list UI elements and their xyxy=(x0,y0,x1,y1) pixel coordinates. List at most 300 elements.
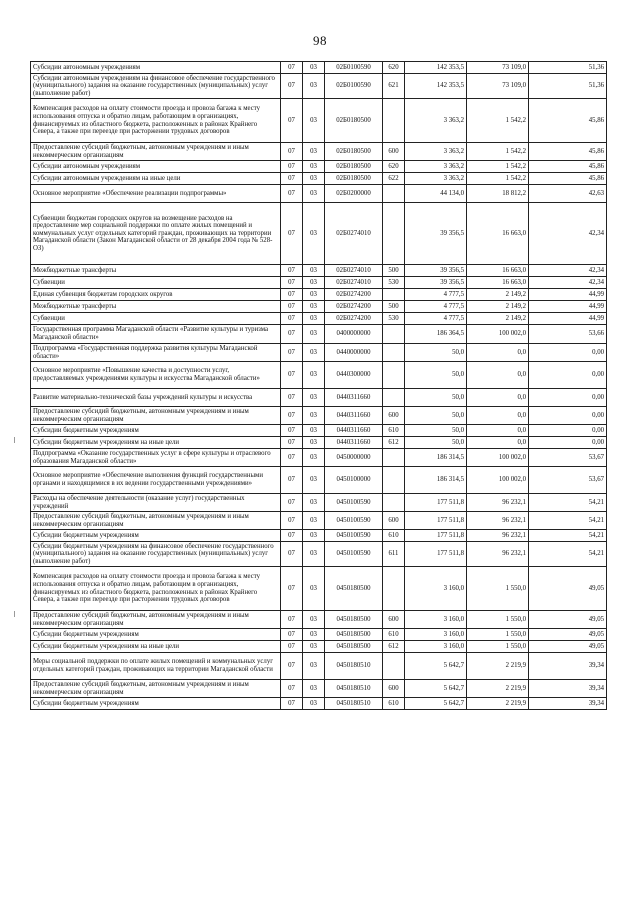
csr-cell: 0450180500 xyxy=(325,641,383,653)
percent-cell: 49,05 xyxy=(529,611,607,629)
table-row xyxy=(31,313,607,325)
podrazdel-cell: 03 xyxy=(303,698,325,710)
plan-cell: 5 642,7 xyxy=(405,680,467,698)
plan-cell: 50,0 xyxy=(405,344,467,362)
csr-cell: 0440311660 xyxy=(325,389,383,407)
row-name: Субсидии автономным учреждениям xyxy=(31,161,281,173)
plan-cell: 39 356,5 xyxy=(405,203,467,265)
row-name: Субсидии бюджетным учреждениям xyxy=(31,698,281,710)
plan-cell: 186 314,5 xyxy=(405,467,467,494)
percent-cell: 42,34 xyxy=(529,277,607,289)
plan-cell: 3 363,2 xyxy=(405,99,467,143)
fact-cell: 1 550,0 xyxy=(467,641,529,653)
percent-cell: 49,05 xyxy=(529,567,607,611)
percent-cell: 54,21 xyxy=(529,512,607,530)
podrazdel-cell: 03 xyxy=(303,325,325,344)
fact-cell: 100 002,0 xyxy=(467,325,529,344)
csr-cell: 02Б0274200 xyxy=(325,289,383,301)
vr-cell xyxy=(383,185,405,203)
csr-cell: 0440300000 xyxy=(325,362,383,389)
row-name: Субсидии бюджетным учреждениям на финансовое обеспечение государственного (муниципального) задания на оказание государственных (муниципальных) услуг (выполнение работ) xyxy=(31,542,281,567)
row-name: Предоставление субсидий бюджетным, автономным учреждениям и иным некоммерческим организациям xyxy=(31,611,281,629)
percent-cell: 0,00 xyxy=(529,425,607,437)
percent-cell: 39,34 xyxy=(529,653,607,680)
table-row xyxy=(31,277,607,289)
razdel-cell: 07 xyxy=(281,641,303,653)
vr-cell xyxy=(383,494,405,512)
fact-cell: 1 542,2 xyxy=(467,173,529,185)
fact-cell: 96 232,1 xyxy=(467,512,529,530)
percent-cell: 45,86 xyxy=(529,99,607,143)
razdel-cell: 07 xyxy=(281,467,303,494)
razdel-cell: 07 xyxy=(281,512,303,530)
table-row xyxy=(31,301,607,313)
podrazdel-cell: 03 xyxy=(303,653,325,680)
razdel-cell: 07 xyxy=(281,407,303,425)
table-row xyxy=(31,680,607,698)
percent-cell: 42,63 xyxy=(529,185,607,203)
row-name: Компенсация расходов на оплату стоимости проезда и провоза багажа к месту использования отпуска и обратно лицам, работающим в организациях, финансируемых из областного бюджета, расположенных в районах Крайнего Севера, а также при переезде при расторжении трудовых договоров xyxy=(31,99,281,143)
plan-cell: 50,0 xyxy=(405,425,467,437)
percent-cell: 54,21 xyxy=(529,494,607,512)
razdel-cell: 07 xyxy=(281,265,303,277)
csr-cell: 0440000000 xyxy=(325,344,383,362)
row-name: Расходы на обеспечение деятельности (оказание услуг) государственных учреждений xyxy=(31,494,281,512)
plan-cell: 44 134,0 xyxy=(405,185,467,203)
vr-cell: 600 xyxy=(383,407,405,425)
plan-cell: 5 642,7 xyxy=(405,698,467,710)
table-row xyxy=(31,611,607,629)
row-name: Субсидии бюджетным учреждениям на иные цели xyxy=(31,437,281,449)
csr-cell: 02Б0274010 xyxy=(325,277,383,289)
csr-cell: 02Б0274010 xyxy=(325,203,383,265)
razdel-cell: 07 xyxy=(281,389,303,407)
razdel-cell: 07 xyxy=(281,680,303,698)
csr-cell: 0450180510 xyxy=(325,680,383,698)
row-name: Предоставление субсидий бюджетным, автономным учреждениям и иным некоммерческим организациям xyxy=(31,512,281,530)
row-name: Субсидии автономным учреждениям на иные цели xyxy=(31,173,281,185)
row-name: Основное мероприятие «Обеспечение реализации подпрограммы» xyxy=(31,185,281,203)
podrazdel-cell: 03 xyxy=(303,265,325,277)
row-name: Межбюджетные трансферты xyxy=(31,301,281,313)
row-name: Подпрограмма «Государственная поддержка развития культуры Магаданской области» xyxy=(31,344,281,362)
podrazdel-cell: 03 xyxy=(303,425,325,437)
row-name: Субсидии автономным учреждениям xyxy=(31,62,281,74)
fact-cell: 0,0 xyxy=(467,437,529,449)
vr-cell xyxy=(383,389,405,407)
row-name: Субсидии бюджетным учреждениям xyxy=(31,425,281,437)
row-name: Субсидии автономным учреждениям на финансовое обеспечение государственного (муниципального) задания на оказание государственных (муниципальных) услуг (выполнение работ) xyxy=(31,74,281,99)
podrazdel-cell: 03 xyxy=(303,611,325,629)
csr-cell: 0450180510 xyxy=(325,653,383,680)
fact-cell: 0,0 xyxy=(467,389,529,407)
table-row xyxy=(31,344,607,362)
csr-cell: 0450000000 xyxy=(325,449,383,467)
plan-cell: 39 356,5 xyxy=(405,277,467,289)
podrazdel-cell: 03 xyxy=(303,161,325,173)
percent-cell: 42,34 xyxy=(529,203,607,265)
fact-cell: 1 550,0 xyxy=(467,567,529,611)
csr-cell: 0450100000 xyxy=(325,467,383,494)
razdel-cell: 07 xyxy=(281,567,303,611)
row-name: Предоставление субсидий бюджетным, автономным учреждениям и иным некоммерческим организациям xyxy=(31,143,281,161)
podrazdel-cell: 03 xyxy=(303,173,325,185)
percent-cell: 0,00 xyxy=(529,407,607,425)
table-row xyxy=(31,641,607,653)
csr-cell: 0450180500 xyxy=(325,611,383,629)
csr-cell: 0450180510 xyxy=(325,698,383,710)
fact-cell: 100 002,0 xyxy=(467,467,529,494)
podrazdel-cell: 03 xyxy=(303,407,325,425)
razdel-cell: 07 xyxy=(281,143,303,161)
plan-cell: 4 777,5 xyxy=(405,301,467,313)
podrazdel-cell: 03 xyxy=(303,185,325,203)
plan-cell: 4 777,5 xyxy=(405,289,467,301)
vr-cell xyxy=(383,325,405,344)
plan-cell: 3 160,0 xyxy=(405,611,467,629)
podrazdel-cell: 03 xyxy=(303,567,325,611)
table-row xyxy=(31,653,607,680)
fact-cell: 1 542,2 xyxy=(467,161,529,173)
plan-cell: 142 353,5 xyxy=(405,62,467,74)
row-name: Предоставление субсидий бюджетным, автономным учреждениям и иным некоммерческим организациям xyxy=(31,680,281,698)
vr-cell: 600 xyxy=(383,512,405,530)
percent-cell: 0,00 xyxy=(529,362,607,389)
table-row xyxy=(31,437,607,449)
fact-cell: 1 550,0 xyxy=(467,611,529,629)
razdel-cell: 07 xyxy=(281,203,303,265)
razdel-cell: 07 xyxy=(281,344,303,362)
podrazdel-cell: 03 xyxy=(303,74,325,99)
row-name: Компенсация расходов на оплату стоимости проезда и провоза багажа к месту использования отпуска и обратно лицам, работающим в организациях, финансируемых из областного бюджета, расположенных в районах Крайнего Севера, а также при переезде при расторжении трудовых договоров xyxy=(31,567,281,611)
percent-cell: 53,67 xyxy=(529,467,607,494)
percent-cell: 0,00 xyxy=(529,437,607,449)
plan-cell: 3 363,2 xyxy=(405,143,467,161)
percent-cell: 45,86 xyxy=(529,143,607,161)
table-row xyxy=(31,74,607,99)
razdel-cell: 07 xyxy=(281,301,303,313)
podrazdel-cell: 03 xyxy=(303,542,325,567)
razdel-cell: 07 xyxy=(281,494,303,512)
table-row xyxy=(31,289,607,301)
table-row xyxy=(31,567,607,611)
vr-cell: 610 xyxy=(383,425,405,437)
row-name: Государственная программа Магаданской области «Развитие культуры и туризма Магаданской области» xyxy=(31,325,281,344)
table-row xyxy=(31,407,607,425)
row-name: Единая субвенция бюджетам городских округов xyxy=(31,289,281,301)
csr-cell: 02Б0274200 xyxy=(325,313,383,325)
fact-cell: 2 219,9 xyxy=(467,680,529,698)
table-row xyxy=(31,362,607,389)
plan-cell: 177 511,8 xyxy=(405,542,467,567)
table-row xyxy=(31,389,607,407)
vr-cell: 530 xyxy=(383,313,405,325)
row-name: Субсидии бюджетным учреждениям на иные цели xyxy=(31,641,281,653)
podrazdel-cell: 03 xyxy=(303,641,325,653)
vr-cell xyxy=(383,99,405,143)
fact-cell: 96 232,1 xyxy=(467,530,529,542)
table-row xyxy=(31,494,607,512)
csr-cell: 0440311660 xyxy=(325,437,383,449)
fact-cell: 0,0 xyxy=(467,407,529,425)
csr-cell: 0450180500 xyxy=(325,629,383,641)
podrazdel-cell: 03 xyxy=(303,277,325,289)
row-name: Основное мероприятие «Обеспечение выполнения функций государственными органами и находящимися в их ведении государственными учреждениями» xyxy=(31,467,281,494)
row-name: Субвенции xyxy=(31,277,281,289)
vr-cell: 530 xyxy=(383,277,405,289)
plan-cell: 3 160,0 xyxy=(405,629,467,641)
fact-cell: 96 232,1 xyxy=(467,542,529,567)
razdel-cell: 07 xyxy=(281,325,303,344)
podrazdel-cell: 03 xyxy=(303,512,325,530)
csr-cell: 0450100590 xyxy=(325,512,383,530)
csr-cell: 0450100590 xyxy=(325,530,383,542)
csr-cell: 02Б0180500 xyxy=(325,99,383,143)
vr-cell xyxy=(383,362,405,389)
budget-table xyxy=(30,61,607,710)
csr-cell: 0450100590 xyxy=(325,542,383,567)
vr-cell: 611 xyxy=(383,542,405,567)
plan-cell: 177 511,8 xyxy=(405,530,467,542)
vr-cell: 600 xyxy=(383,680,405,698)
razdel-cell: 07 xyxy=(281,161,303,173)
table-row xyxy=(31,325,607,344)
fact-cell: 16 663,0 xyxy=(467,265,529,277)
fact-cell: 73 109,0 xyxy=(467,74,529,99)
table-row xyxy=(31,512,607,530)
plan-cell: 177 511,8 xyxy=(405,512,467,530)
podrazdel-cell: 03 xyxy=(303,437,325,449)
vr-cell: 610 xyxy=(383,698,405,710)
razdel-cell: 07 xyxy=(281,62,303,74)
razdel-cell: 07 xyxy=(281,698,303,710)
csr-cell: 0450180500 xyxy=(325,567,383,611)
percent-cell: 49,05 xyxy=(529,641,607,653)
csr-cell: 02Б0180500 xyxy=(325,143,383,161)
table-row xyxy=(31,467,607,494)
percent-cell: 42,34 xyxy=(529,265,607,277)
csr-cell: 02Б0200000 xyxy=(325,185,383,203)
plan-cell: 142 353,5 xyxy=(405,74,467,99)
podrazdel-cell: 03 xyxy=(303,203,325,265)
razdel-cell: 07 xyxy=(281,653,303,680)
razdel-cell: 07 xyxy=(281,542,303,567)
plan-cell: 4 777,5 xyxy=(405,313,467,325)
percent-cell: 44,99 xyxy=(529,301,607,313)
vr-cell xyxy=(383,449,405,467)
fact-cell: 73 109,0 xyxy=(467,62,529,74)
podrazdel-cell: 03 xyxy=(303,344,325,362)
row-name: Подпрограмма «Оказание государственных услуг в сфере культуры и отраслевого образования Магаданской области» xyxy=(31,449,281,467)
percent-cell: 45,86 xyxy=(529,161,607,173)
scan-mark xyxy=(14,611,15,617)
csr-cell: 0440311660 xyxy=(325,425,383,437)
percent-cell: 44,99 xyxy=(529,289,607,301)
table-row xyxy=(31,265,607,277)
podrazdel-cell: 03 xyxy=(303,680,325,698)
podrazdel-cell: 03 xyxy=(303,629,325,641)
razdel-cell: 07 xyxy=(281,277,303,289)
vr-cell: 612 xyxy=(383,641,405,653)
plan-cell: 3 363,2 xyxy=(405,173,467,185)
plan-cell: 3 160,0 xyxy=(405,567,467,611)
fact-cell: 100 002,0 xyxy=(467,449,529,467)
fact-cell: 2 219,9 xyxy=(467,653,529,680)
row-name: Субсидии бюджетным учреждениям xyxy=(31,629,281,641)
plan-cell: 50,0 xyxy=(405,407,467,425)
vr-cell xyxy=(383,653,405,680)
plan-cell: 186 314,5 xyxy=(405,449,467,467)
podrazdel-cell: 03 xyxy=(303,494,325,512)
fact-cell: 1 542,2 xyxy=(467,143,529,161)
table-row xyxy=(31,425,607,437)
plan-cell: 3 363,2 xyxy=(405,161,467,173)
razdel-cell: 07 xyxy=(281,362,303,389)
table-body xyxy=(31,62,607,710)
row-name: Субвенции бюджетам городских округов на возмещение расходов на предоставление мер социальной поддержки по оплате жилых помещений и коммунальных услуг отдельных категорий граждан, проживающих на территории Магаданской области (Закон Магаданской области от 28 декабря 2004 года № 528-ОЗ) xyxy=(31,203,281,265)
fact-cell: 2 149,2 xyxy=(467,301,529,313)
csr-cell: 02Б0100590 xyxy=(325,74,383,99)
podrazdel-cell: 03 xyxy=(303,62,325,74)
table-row xyxy=(31,449,607,467)
razdel-cell: 07 xyxy=(281,185,303,203)
fact-cell: 1 550,0 xyxy=(467,629,529,641)
percent-cell: 54,21 xyxy=(529,542,607,567)
csr-cell: 02Б0274200 xyxy=(325,301,383,313)
fact-cell: 2 219,9 xyxy=(467,698,529,710)
vr-cell: 622 xyxy=(383,173,405,185)
percent-cell: 45,86 xyxy=(529,173,607,185)
fact-cell: 1 542,2 xyxy=(467,99,529,143)
csr-cell: 0440311660 xyxy=(325,407,383,425)
table-row xyxy=(31,173,607,185)
podrazdel-cell: 03 xyxy=(303,530,325,542)
csr-cell: 02Б0180500 xyxy=(325,161,383,173)
podrazdel-cell: 03 xyxy=(303,301,325,313)
plan-cell: 5 642,7 xyxy=(405,653,467,680)
podrazdel-cell: 03 xyxy=(303,467,325,494)
vr-cell: 610 xyxy=(383,530,405,542)
percent-cell: 54,21 xyxy=(529,530,607,542)
fact-cell: 0,0 xyxy=(467,362,529,389)
vr-cell xyxy=(383,567,405,611)
vr-cell: 500 xyxy=(383,265,405,277)
razdel-cell: 07 xyxy=(281,289,303,301)
row-name: Субсидии бюджетным учреждениям xyxy=(31,530,281,542)
razdel-cell: 07 xyxy=(281,449,303,467)
csr-cell: 02Б0180500 xyxy=(325,173,383,185)
table-row xyxy=(31,698,607,710)
vr-cell: 620 xyxy=(383,62,405,74)
row-name: Меры социальной поддержки по оплате жилых помещений и коммунальных услуг отдельных категорий граждан, проживающих на территории Магаданской области xyxy=(31,653,281,680)
table-row xyxy=(31,185,607,203)
percent-cell: 51,36 xyxy=(529,62,607,74)
podrazdel-cell: 03 xyxy=(303,449,325,467)
podrazdel-cell: 03 xyxy=(303,99,325,143)
razdel-cell: 07 xyxy=(281,74,303,99)
plan-cell: 39 356,5 xyxy=(405,265,467,277)
fact-cell: 2 149,2 xyxy=(467,313,529,325)
fact-cell: 18 812,2 xyxy=(467,185,529,203)
vr-cell xyxy=(383,344,405,362)
fact-cell: 2 149,2 xyxy=(467,289,529,301)
razdel-cell: 07 xyxy=(281,99,303,143)
plan-cell: 50,0 xyxy=(405,437,467,449)
percent-cell: 51,36 xyxy=(529,74,607,99)
vr-cell: 620 xyxy=(383,161,405,173)
row-name: Межбюджетные трансферты xyxy=(31,265,281,277)
page-number: 98 xyxy=(313,33,327,48)
vr-cell: 600 xyxy=(383,143,405,161)
table-row xyxy=(31,143,607,161)
percent-cell: 44,99 xyxy=(529,313,607,325)
percent-cell: 49,05 xyxy=(529,629,607,641)
csr-cell: 0450100590 xyxy=(325,494,383,512)
fact-cell: 0,0 xyxy=(467,425,529,437)
csr-cell: 02Б0274010 xyxy=(325,265,383,277)
vr-cell xyxy=(383,289,405,301)
percent-cell: 0,00 xyxy=(529,389,607,407)
podrazdel-cell: 03 xyxy=(303,362,325,389)
table-row xyxy=(31,542,607,567)
podrazdel-cell: 03 xyxy=(303,143,325,161)
row-name: Основное мероприятие «Повышение качества и доступности услуг, предоставляемых учреждениями культуры и искусства Магаданской области» xyxy=(31,362,281,389)
vr-cell: 500 xyxy=(383,301,405,313)
row-name: Предоставление субсидий бюджетным, автономным учреждениям и иным некоммерческим организациям xyxy=(31,407,281,425)
vr-cell xyxy=(383,203,405,265)
vr-cell: 621 xyxy=(383,74,405,99)
podrazdel-cell: 03 xyxy=(303,313,325,325)
fact-cell: 0,0 xyxy=(467,344,529,362)
fact-cell: 16 663,0 xyxy=(467,203,529,265)
plan-cell: 177 511,8 xyxy=(405,494,467,512)
percent-cell: 53,66 xyxy=(529,325,607,344)
vr-cell xyxy=(383,467,405,494)
scan-mark xyxy=(14,437,15,443)
row-name: Субвенции xyxy=(31,313,281,325)
table-row xyxy=(31,530,607,542)
fact-cell: 16 663,0 xyxy=(467,277,529,289)
vr-cell: 612 xyxy=(383,437,405,449)
percent-cell: 0,00 xyxy=(529,344,607,362)
razdel-cell: 07 xyxy=(281,530,303,542)
vr-cell: 610 xyxy=(383,629,405,641)
table-row xyxy=(31,99,607,143)
plan-cell: 186 364,5 xyxy=(405,325,467,344)
table-row xyxy=(31,203,607,265)
plan-cell: 50,0 xyxy=(405,389,467,407)
podrazdel-cell: 03 xyxy=(303,389,325,407)
plan-cell: 3 160,0 xyxy=(405,641,467,653)
table-row xyxy=(31,62,607,74)
razdel-cell: 07 xyxy=(281,437,303,449)
plan-cell: 50,0 xyxy=(405,362,467,389)
razdel-cell: 07 xyxy=(281,173,303,185)
percent-cell: 39,34 xyxy=(529,680,607,698)
table-row xyxy=(31,161,607,173)
razdel-cell: 07 xyxy=(281,425,303,437)
percent-cell: 53,67 xyxy=(529,449,607,467)
razdel-cell: 07 xyxy=(281,629,303,641)
podrazdel-cell: 03 xyxy=(303,289,325,301)
razdel-cell: 07 xyxy=(281,611,303,629)
razdel-cell: 07 xyxy=(281,313,303,325)
percent-cell: 39,34 xyxy=(529,698,607,710)
row-name: Развитие материально-технической базы учреждений культуры и искусства xyxy=(31,389,281,407)
vr-cell: 600 xyxy=(383,611,405,629)
fact-cell: 96 232,1 xyxy=(467,494,529,512)
csr-cell: 0400000000 xyxy=(325,325,383,344)
